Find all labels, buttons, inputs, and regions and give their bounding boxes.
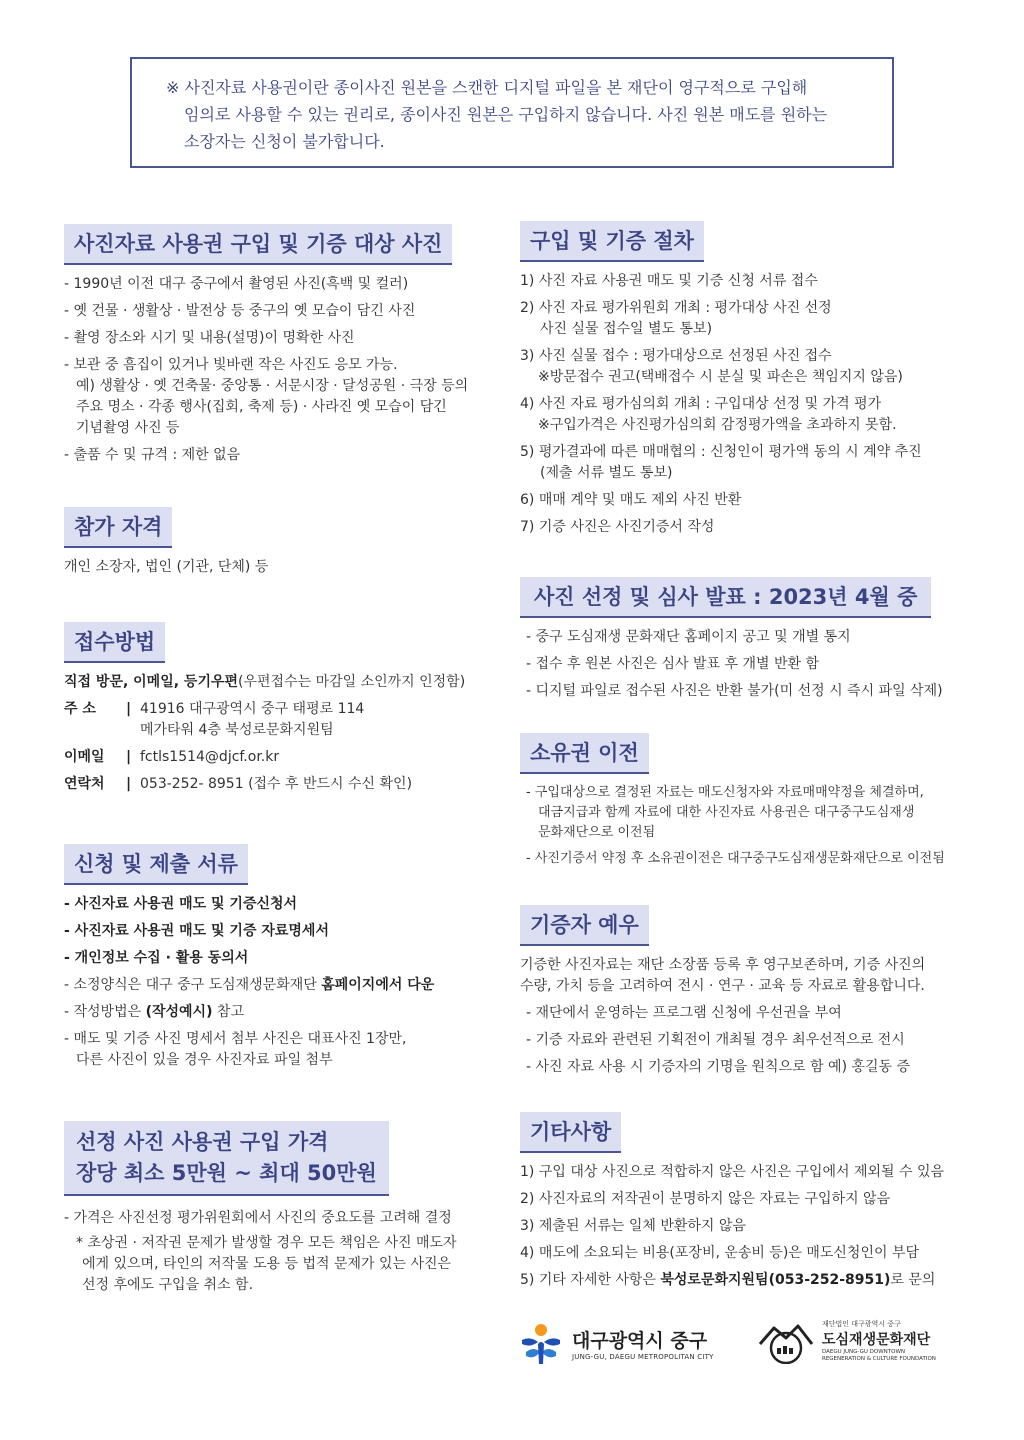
announcement-title: 사진 선정 및 심사 발표 : 2023년 4월 중 (520, 577, 931, 618)
procedure-step-cont: ※구입가격은 사진평가심의회 감정평가액을 초과하지 못함. (538, 417, 897, 433)
announcement-section (520, 577, 943, 708)
donor-text: 수량, 가치 등을 고려하여 전시 · 연구 · 교육 등 자료로 활용합니다. (520, 978, 925, 994)
footer-logos (516, 1318, 956, 1378)
documents-section (64, 844, 434, 1071)
procedure-step: 1) 사진 자료 사용권 매도 및 기증 신청 서류 접수 (520, 273, 818, 289)
etc-item: 5) 기타 자세한 사항은 북성로문화지원팀(053-252-8951)로 문의 (520, 1272, 936, 1288)
doc-item: - 사진자료 사용권 매도 및 기증 자료명세서 (64, 923, 329, 939)
foundation-en: REGENERATION & CULTURE FOUNDATION (822, 1356, 936, 1362)
target-example: 예) 생활상 · 옛 건축물· 중앙통 · 서문시장 · 달성공원 · 극장 등의 (76, 378, 469, 394)
procedure-step: 3) 사진 실물 접수 : 평가대상으로 선정된 사진 접수 (520, 348, 832, 364)
doc-item: - 매도 및 기증 사진 명세서 첨부 사진은 대표사진 1장만, (64, 1031, 407, 1047)
procedure-title: 구입 및 기증 절차 (520, 221, 704, 262)
junggu-emblem-icon (516, 1318, 566, 1368)
procedure-step: 4) 사진 자료 평가심의회 개최 : 구입대상 선정 및 가격 평가 (520, 396, 882, 412)
ownership-item: - 사진기증서 약정 후 소유권이전은 대구중구도심재생문화재단으로 이전됨 (526, 851, 945, 866)
procedure-step: 7) 기증 사진은 사진기증서 작성 (520, 519, 715, 535)
foundation-en: DAEGU JUNG-GU DOWNTOWN (822, 1349, 906, 1355)
ownership-item: - 구입대상으로 결정된 자료는 매도신청자와 자료매매약정을 체결하며, (526, 785, 924, 800)
junggu-en: JUNG-GU, DAEGU METROPOLITAN CITY (572, 1352, 714, 1361)
price-title: 선정 사진 사용권 구입 가격 장당 최소 5만원 ~ 최대 50만원 (64, 1121, 389, 1196)
target-example: 주요 명소 · 각종 행사(집회, 축제 등) · 사라진 옛 모습이 담긴 (76, 399, 447, 415)
reception-email: 이메일 | fctls1514@djcf.or.kr (64, 749, 280, 765)
procedure-section (520, 221, 922, 544)
target-item: - 1990년 이전 대구 중구에서 촬영된 사진(흑백 및 컬러) (64, 276, 409, 292)
target-section (64, 224, 468, 472)
eligibility-text: 개인 소장자, 법인 (기관, 단체) 등 (64, 559, 269, 575)
ownership-item-cont: 대금지급과 함께 자료에 대한 사진자료 사용권은 대구중구도심재생 (538, 805, 915, 820)
doc-item: - 개인정보 수집 · 활용 동의서 (64, 950, 249, 966)
donor-title: 기증자 예우 (520, 905, 649, 946)
reception-phone: 연락처 | 053-252- 8951 (접수 후 반드시 수신 확인) (64, 776, 413, 792)
etc-item: 2) 사진자료의 저작권이 분명하지 않은 자료는 구입하지 않음 (520, 1191, 891, 1207)
foundation-small: 재단법인 대구광역시 중구 (822, 1320, 901, 1328)
donor-section (520, 905, 925, 1084)
notice-line-3: 소장자는 신청이 불가합니다. (184, 132, 385, 151)
ownership-item-cont: 문화재단으로 이전됨 (538, 825, 656, 840)
doc-item: - 소정양식은 대구 중구 도심재생문화재단 홈페이지에서 다운 (64, 977, 435, 993)
notice-line-1: ※ 사진자료 사용권이란 종이사진 원본을 스캔한 디지털 파일을 본 재단이 영구적으로 구입해 (166, 78, 808, 97)
junggu-logo (516, 1318, 714, 1368)
price-item: - 가격은 사진선정 평가위원회에서 사진의 중요도를 고려해 결정 (64, 1210, 452, 1226)
donor-item: - 기증 자료와 관련된 기획전이 개최될 경우 최우선적으로 전시 (526, 1032, 905, 1048)
procedure-step-cont: (제출 서류 별도 통보) (540, 465, 673, 481)
notice-box (130, 57, 894, 168)
foundation-emblem-icon (756, 1318, 816, 1364)
doc-item-cont: 다른 사진이 있을 경우 사진자료 파일 첨부 (76, 1052, 333, 1068)
etc-title: 기타사항 (520, 1112, 621, 1153)
donor-item: - 사진 자료 사용 시 기증자의 기명을 원칙으로 함 예) 홍길동 증 (526, 1059, 911, 1075)
doc-item: - 사진자료 사용권 매도 및 기증신청서 (64, 896, 298, 912)
reception-method: 직접 방문, 이메일, 등기우편(우편접수는 마감일 소인까지 인정함) (64, 674, 466, 690)
documents-title: 신청 및 제출 서류 (64, 844, 248, 885)
etc-section (520, 1112, 944, 1297)
target-item: - 옛 건물 · 생활상 · 발전상 등 중구의 옛 모습이 담긴 사진 (64, 303, 416, 319)
etc-item: 3) 제출된 서류는 일체 반환하지 않음 (520, 1218, 746, 1234)
procedure-step: 5) 평가결과에 따른 매매협의 : 신청인이 평가액 동의 시 계약 추진 (520, 444, 922, 460)
price-note: * 초상권 · 저작권 문제가 발생할 경우 모든 책임은 사진 매도자 (76, 1235, 457, 1251)
announcement-item: - 중구 도심재생 문화재단 홈페이지 공고 및 개별 통지 (526, 629, 851, 645)
procedure-step: 2) 사진 자료 평가위원회 개최 : 평가대상 사진 선정 (520, 300, 832, 316)
junggu-name: 대구광역시 중구 (572, 1329, 708, 1352)
procedure-step-cont: ※방문접수 권고(택배접수 시 분실 및 파손은 책임지지 않음) (538, 369, 903, 385)
target-item: - 보관 중 흠집이 있거나 빛바랜 작은 사진도 응모 가능. (64, 357, 398, 373)
foundation-name: 도심재생문화재단 (822, 1332, 931, 1348)
eligibility-title: 참가 자격 (64, 507, 172, 548)
etc-item: 1) 구입 대상 사진으로 적합하지 않은 사진은 구입에서 제외될 수 있음 (520, 1164, 945, 1180)
donor-item: - 재단에서 운영하는 프로그램 신청에 우선권을 부여 (526, 1005, 842, 1021)
foundation-logo (756, 1318, 936, 1364)
procedure-step: 6) 매매 계약 및 매도 제외 사진 반환 (520, 492, 742, 508)
procedure-step-cont: 사진 실물 접수일 별도 통보) (540, 321, 713, 337)
etc-item: 4) 매도에 소요되는 비용(포장비, 운송비 등)은 매도신청인이 부담 (520, 1245, 919, 1261)
target-example: 기념촬영 사진 등 (76, 420, 180, 436)
ownership-section (520, 733, 945, 875)
target-item: - 촬영 장소와 시기 및 내용(설명)이 명확한 사진 (64, 330, 355, 346)
target-item: - 출품 수 및 규격 : 제한 없음 (64, 447, 241, 463)
announcement-item: - 접수 후 원본 사진은 심사 발표 후 개별 반환 함 (526, 656, 819, 672)
target-title: 사진자료 사용권 구입 및 기증 대상 사진 (64, 224, 452, 265)
doc-item: - 작성방법은 (작성예시) 참고 (64, 1004, 244, 1020)
price-note: 선정 후에도 구입을 취소 함. (82, 1277, 254, 1293)
eligibility-section (64, 507, 268, 584)
reception-section (64, 622, 465, 801)
announcement-item: - 디지털 파일로 접수된 사진은 반환 불가(미 선정 시 즉시 파일 삭제) (526, 683, 943, 699)
reception-title: 접수방법 (64, 622, 165, 663)
notice-line-2: 임의로 사용할 수 있는 권리로, 종이사진 원본은 구입하지 않습니다. 사진 원본 매도를 원하는 (184, 105, 828, 124)
donor-text: 기증한 사진자료는 재단 소장품 등록 후 영구보존하며, 기증 사진의 (520, 957, 926, 973)
price-note: 에게 있으며, 타인의 저작물 도용 등 법적 문제가 있는 사진은 (82, 1256, 452, 1272)
price-section (64, 1121, 457, 1296)
ownership-title: 소유권 이전 (520, 733, 649, 774)
reception-address: 주 소 | 41916 대구광역시 중구 태평로 114 메가타워 4층 북성로문화지원팀 (64, 701, 365, 738)
